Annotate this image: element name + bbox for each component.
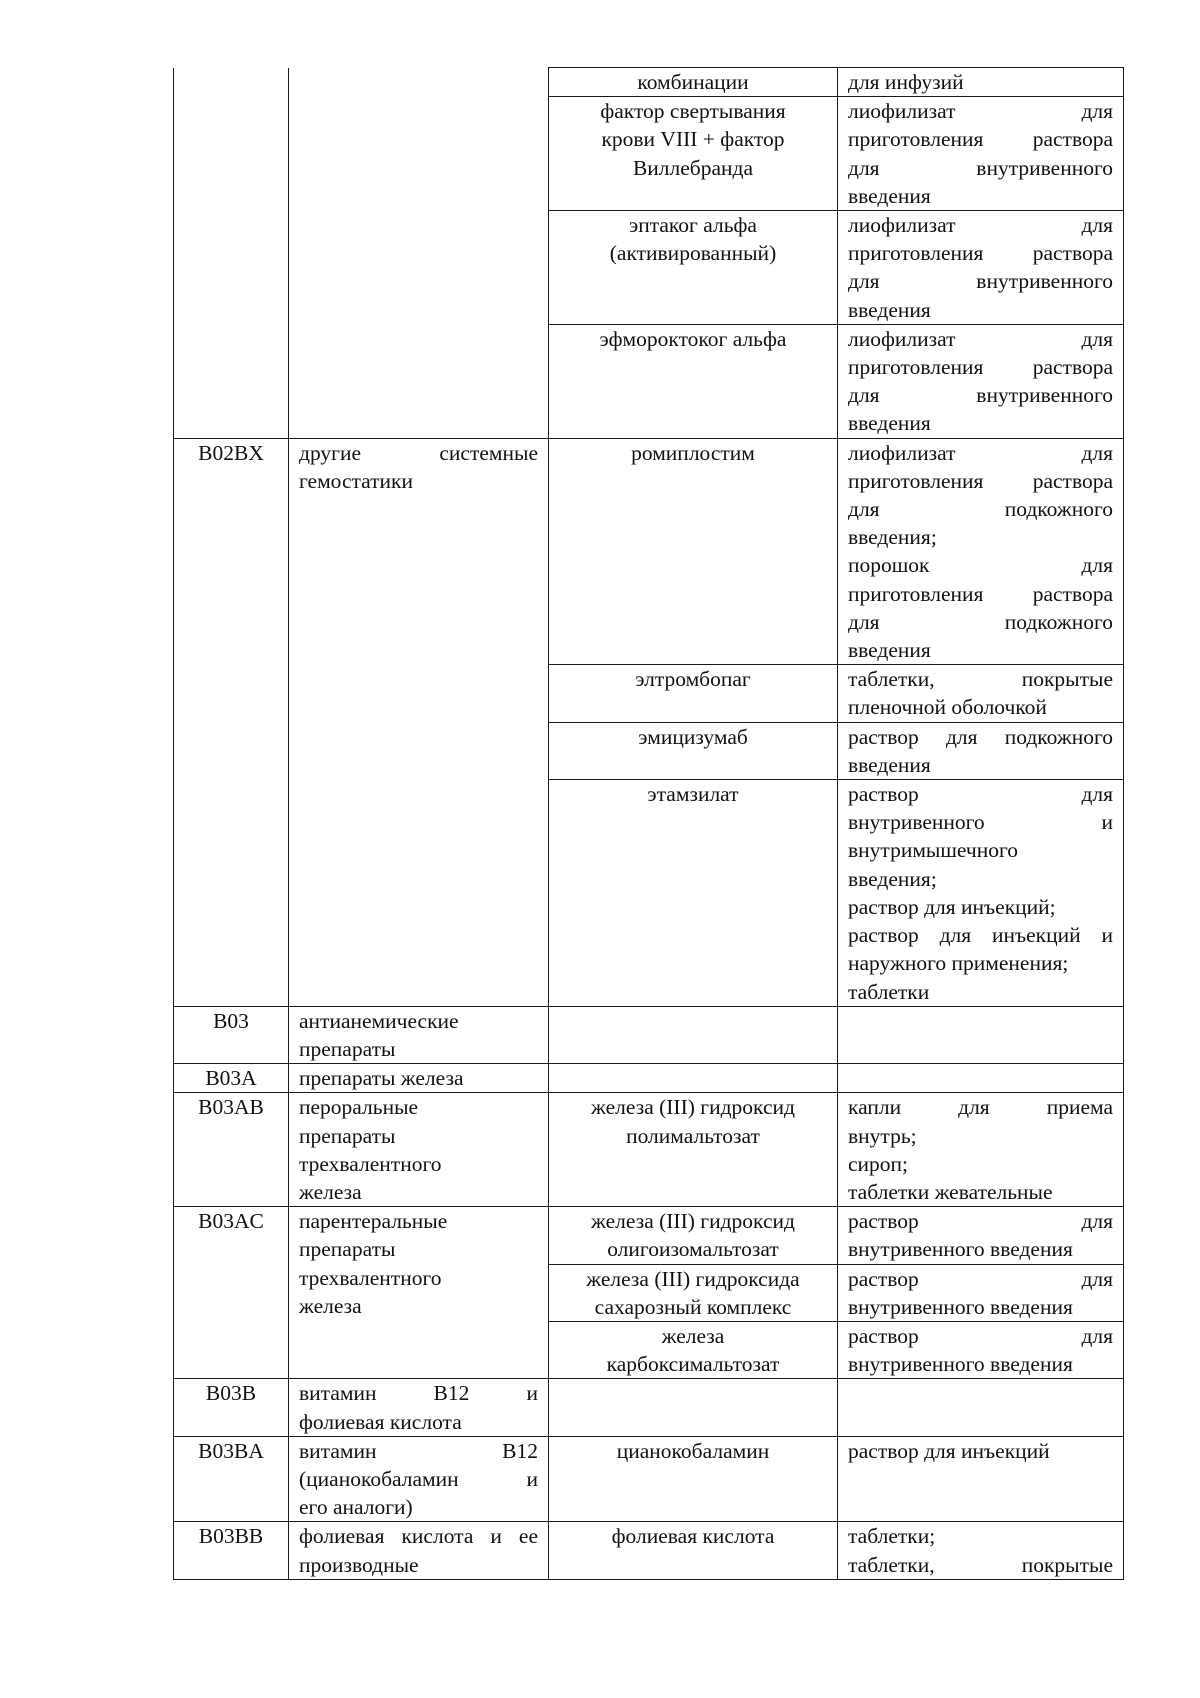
table-row [174,1522,1124,1579]
text-line: этамзилат [647,782,739,807]
dosage-form-cell [838,1436,1124,1522]
dosage-form-cell [838,722,1124,779]
text-line: таблетки; [848,1524,936,1549]
text-line: полимальтозат [626,1123,760,1148]
text-line: железа (III) гидроксида [586,1266,800,1291]
dosage-form-cell [838,1522,1124,1579]
atc-code-cell: B03BA [174,1436,289,1522]
text-line: (цианокобаламин и [299,1466,538,1491]
active-substance-cell [549,665,838,722]
text-line: раствор для [848,1209,1113,1234]
text-line: железа [661,1323,725,1348]
active-substance-cell [549,324,838,438]
text-line: эптаког альфа [629,213,757,238]
atc-code-cell: B02BX [174,438,289,1006]
text-line: внутрь; [848,1123,917,1148]
pharmacological-group-cell [289,1006,549,1063]
active-substance-cell [549,1006,838,1063]
text-line: витамин B12 [299,1438,538,1463]
text-line: раствор для [848,1323,1113,1348]
atc-code-cell: B03AC [174,1207,289,1379]
text-line: приготовления раствора [848,468,1113,493]
dosage-form-cell [838,68,1124,97]
text-line: капли для приема [848,1095,1113,1120]
text-line: железа (III) гидроксид [591,1095,795,1120]
text-line: введения; [848,525,937,550]
text-line: введения [848,183,931,208]
table-body [174,68,1124,1580]
text-line: приготовления раствора [848,127,1113,152]
text-line: раствор для инъекций; [848,894,1056,919]
text-line: препараты железа [299,1066,464,1091]
pharmacological-group-cell [289,1064,549,1093]
pharmacological-group-cell [289,1522,549,1579]
text-line: таблетки, покрытые [848,1552,1113,1577]
text-line: приготовления раствора [848,581,1113,606]
atc-code-cell: B03AB [174,1093,289,1207]
dosage-form-cell [838,1006,1124,1063]
table-row [174,1379,1124,1436]
text-line: лиофилизат для [848,99,1113,124]
atc-code-cell: B03 [174,1006,289,1063]
pharmacological-group-cell [289,1207,549,1379]
table-row [174,1436,1124,1522]
text-line: гемостатики [299,468,414,493]
text-line: внутримышечного [848,838,1019,863]
active-substance-cell [549,1321,838,1378]
table-row [174,1064,1124,1093]
text-line: для подкожного [848,609,1113,634]
dosage-form-cell [838,780,1124,1007]
text-line: лиофилизат для [848,213,1113,238]
text-line: введения [848,297,931,322]
text-line: трехвалентного [299,1151,442,1176]
text-line: фолиевая кислота [611,1524,775,1549]
atc-code-cell: B03A [174,1064,289,1093]
active-substance-cell [549,1064,838,1093]
active-substance-cell [549,1264,838,1321]
pharmacological-group-cell [289,1093,549,1207]
dosage-form-cell [838,1064,1124,1093]
active-substance-cell [549,211,838,325]
active-substance-cell [549,1207,838,1264]
pharmacological-group-cell [289,1379,549,1436]
active-substance-cell [549,438,838,665]
table-row [174,1093,1124,1207]
text-line: железа [299,1293,362,1318]
active-substance-cell [549,1379,838,1436]
text-line: внутривенного введения [848,1237,1073,1262]
active-substance-cell [549,1093,838,1207]
text-line: для внутривенного [848,383,1113,408]
drug-classification-table [173,67,1124,1580]
text-line: Виллебранда [632,155,754,180]
dosage-form-cell [838,97,1124,211]
table-row [174,68,1124,97]
active-substance-cell [549,1436,838,1522]
text-line: железа [299,1179,362,1204]
text-line: цианокобаламин [616,1438,770,1463]
text-line: карбоксимальтозат [606,1352,780,1377]
text-line: для внутривенного [848,269,1113,294]
text-line: производные [299,1552,419,1577]
text-line: таблетки, покрытые [848,667,1113,692]
text-line: сахарозный комплекс [594,1294,792,1319]
text-line: введения [848,752,931,777]
atc-code-cell: B03B [174,1379,289,1436]
text-line: порошок для [848,553,1113,578]
text-line: сироп; [848,1151,909,1176]
text-line: раствор для инъекций [848,1438,1050,1463]
text-line: антианемические [299,1008,459,1033]
text-line: крови VIII + фактор [601,127,785,152]
pharmacological-group-cell [289,1436,549,1522]
text-line: введения [848,638,931,663]
text-line: внутривенного и [848,810,1113,835]
dosage-form-cell [838,1093,1124,1207]
active-substance-cell [549,1522,838,1579]
table-row [174,438,1124,665]
text-line: для инфузий [848,70,964,94]
text-line: фолиевая кислота [299,1409,462,1434]
text-line: наружного применения; [848,951,1069,976]
text-line: таблетки [848,979,930,1004]
text-line: лиофилизат для [848,326,1113,351]
dosage-form-cell [838,324,1124,438]
dosage-form-cell [838,1207,1124,1264]
active-substance-cell [549,722,838,779]
text-line: препараты [299,1036,396,1061]
text-line: (активированный) [609,241,777,266]
dosage-form-cell [838,1321,1124,1378]
text-line: фолиевая кислота и ее [299,1524,538,1549]
text-line: приготовления раствора [848,355,1113,380]
text-line: введения; [848,866,937,891]
text-line: введения [848,411,931,436]
table-row [174,1207,1124,1264]
text-line: эфмороктоког альфа [599,326,787,351]
atc-code-cell [174,68,289,439]
text-line: эмицизумаб [638,724,748,749]
text-line: пероральные [299,1095,419,1120]
text-line: препараты [299,1123,396,1148]
text-line: фактор свертывания [600,99,786,124]
text-line: комбинации [637,70,749,94]
text-line: раствор для [848,782,1113,807]
text-line: приготовления раствора [848,241,1113,266]
text-line: внутривенного введения [848,1352,1073,1377]
text-line: олигоизомальтозат [607,1237,779,1262]
text-line: пленочной оболочкой [848,695,1047,720]
text-line: его аналоги) [299,1495,413,1520]
text-line: для внутривенного [848,155,1113,180]
text-line: ромиплостим [631,440,755,465]
active-substance-cell [549,97,838,211]
text-line: внутривенного введения [848,1294,1073,1319]
text-line: препараты [299,1237,396,1262]
text-line: таблетки жевательные [848,1179,1053,1204]
text-line: раствор для инъекций и [848,923,1113,948]
text-line: парентеральные [299,1209,448,1234]
text-line: для подкожного [848,497,1113,522]
dosage-form-cell [838,1379,1124,1436]
text-line: витамин B12 и [299,1381,538,1406]
text-line: железа (III) гидроксид [591,1209,795,1234]
text-line: раствор для [848,1266,1113,1291]
active-substance-cell [549,68,838,97]
dosage-form-cell [838,438,1124,665]
text-line: другие системные [299,440,538,465]
text-line: раствор для подкожного [848,724,1113,749]
atc-code-cell: B03BB [174,1522,289,1579]
dosage-form-cell [838,211,1124,325]
pharmacological-group-cell [289,68,549,439]
table-row [174,1006,1124,1063]
text-line: элтромбопаг [635,667,751,692]
text-line: трехвалентного [299,1265,442,1290]
dosage-form-cell [838,665,1124,722]
active-substance-cell [549,780,838,1007]
text-line: лиофилизат для [848,440,1113,465]
pharmacological-group-cell [289,438,549,1006]
dosage-form-cell [838,1264,1124,1321]
